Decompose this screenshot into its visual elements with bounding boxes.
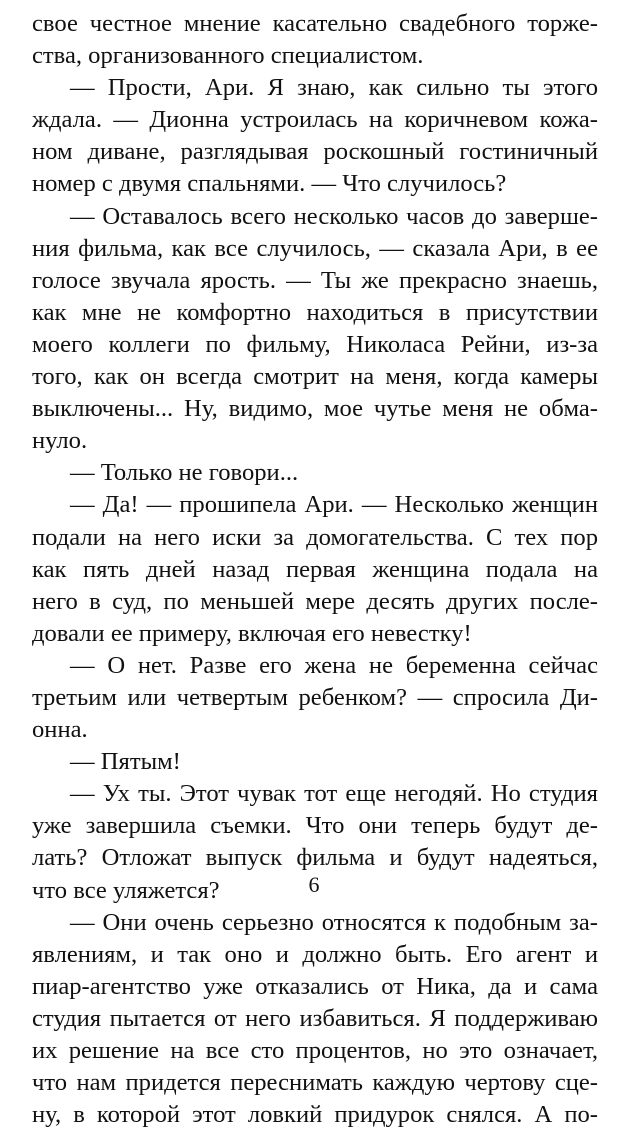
- body-text: [32, 8, 598, 1131]
- text-line: ном диване, разглядывая роскошный гостиничный: [32, 138, 598, 166]
- text-line: как пять дней назад первая женщина подала на: [32, 555, 598, 583]
- page-number: 6: [308, 872, 320, 897]
- text-line: — О нет. Разве его жена не беременна сейчас: [70, 651, 598, 679]
- text-line: третьим или четвертым ребенком? — спросила Ди-: [32, 683, 598, 711]
- text-line: нуло.: [32, 427, 88, 455]
- text-line: что все уляжется?: [32, 876, 220, 904]
- text-line: выключены... Ну, видимо, мое чутье меня не обма-: [32, 395, 598, 423]
- text-line: явлениям, и так оно и должно быть. Его агент и: [32, 940, 598, 968]
- text-line: голосе звучала ярость. — Ты же прекрасно знаешь,: [32, 266, 598, 294]
- text-line: — Прости, Ари. Я знаю, как сильно ты этого: [70, 74, 598, 102]
- text-line: что нам придется переснимать каждую чертову сце-: [32, 1069, 598, 1097]
- text-line: номер с двумя спальнями. — Что случилось?: [32, 170, 507, 198]
- text-line: ну, в которой этот ловкий придурок снялся. А по-: [32, 1101, 598, 1129]
- text-line: лать? Отложат выпуск фильма и будут надеяться,: [32, 844, 598, 872]
- text-line: свое честное мнение касательно свадебного торже-: [32, 10, 598, 37]
- text-line: — Они очень серьезно относятся к подобным за-: [70, 908, 598, 936]
- text-line: довали ее примеру, включая его невестку!: [32, 619, 472, 647]
- text-line: моего коллеги по фильму, Николаса Рейни, из-за: [32, 330, 598, 358]
- text-line: — Да! — прошипела Ари. — Несколько женщин: [70, 491, 598, 519]
- text-line: него в суд, по меньшей мере десять других после-: [32, 587, 598, 615]
- text-line: как мне не комфортно находиться в присутствии: [32, 298, 598, 326]
- text-line: их решение на все сто процентов, но это означает,: [32, 1037, 598, 1064]
- text-line: онна.: [32, 716, 88, 744]
- text-line: ния фильма, как все случилось, — сказала Ари, в ее: [32, 234, 598, 262]
- text-line: подали на него иски за домогательства. С тех пор: [32, 523, 598, 551]
- text-line: пиар-агентство уже отказались от Ника, да и сама: [32, 972, 598, 1000]
- text-line: ства, организованного специалистом.: [32, 42, 424, 70]
- text-line: уже завершила съемки. Что они теперь будут де-: [32, 812, 598, 840]
- text-line: того, как он всегда смотрит на меня, когда камеры: [32, 363, 598, 391]
- text-line: — Только не говори...: [70, 459, 299, 487]
- text-line: ждала. — Дионна устроилась на коричневом кожа-: [32, 106, 598, 134]
- text-line: студия пытается от него избавиться. Я поддерживаю: [32, 1004, 598, 1032]
- text-line: — Оставалось всего несколько часов до заверше-: [70, 202, 598, 230]
- text-line: — Пятым!: [70, 748, 181, 776]
- text-line: — Ух ты. Этот чувак тот еще негодяй. Но студия: [70, 780, 598, 808]
